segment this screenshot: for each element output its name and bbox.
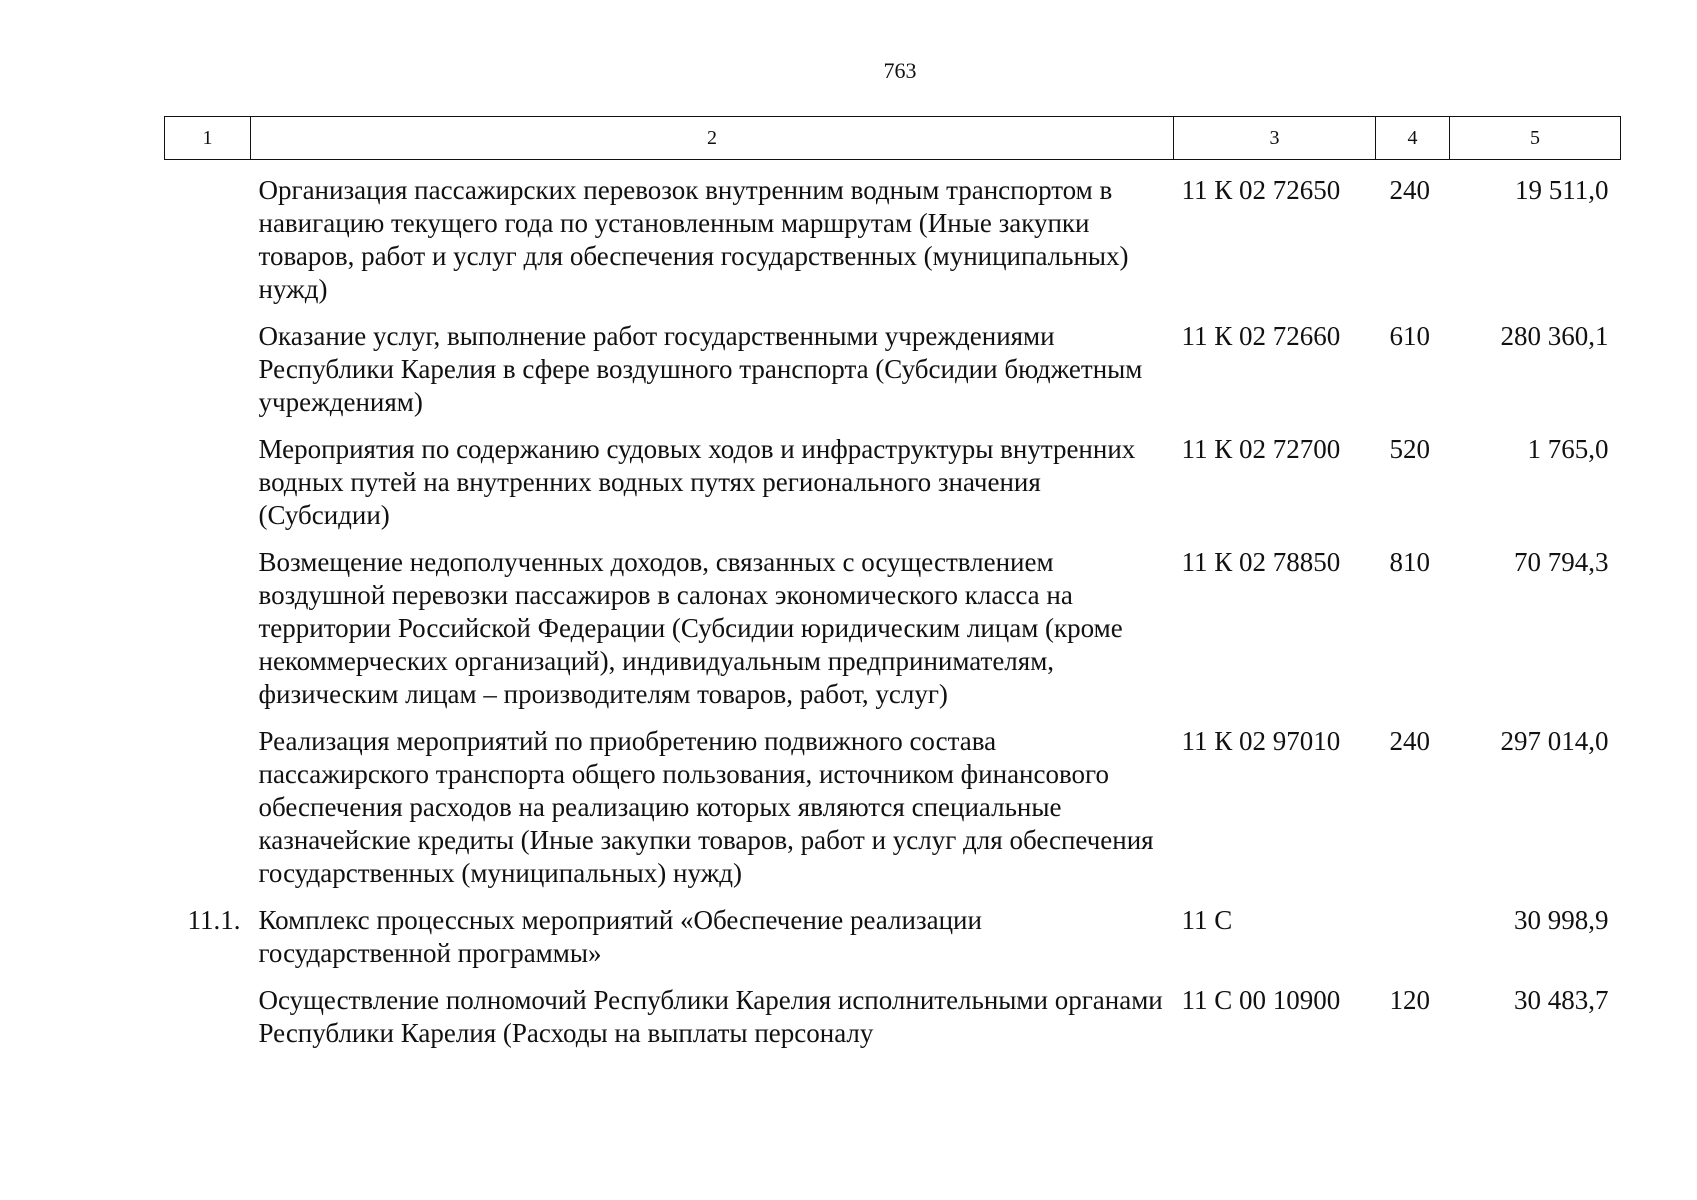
row-amount: 19 511,0 — [1515, 175, 1609, 205]
header-col-4: 4 — [1376, 117, 1450, 160]
row-index — [165, 306, 251, 419]
row-description: Организация пассажирских перевозок внутренним водным транспортом в навигацию текущего года по установленным маршрутам (Иные закупки товаров, работ и услуг для обеспечения государственных (муниципальных) нужд) — [258, 175, 1129, 304]
row-target-code: 11 К 02 78850 — [1181, 547, 1341, 577]
row-target-code: 11 К 02 72650 — [1181, 175, 1341, 205]
row-amount: 70 794,3 — [1514, 547, 1609, 577]
table-row — [165, 160, 1621, 307]
row-expense-type: 120 — [1389, 985, 1430, 1015]
row-amount: 30 483,7 — [1514, 985, 1609, 1015]
row-description: Возмещение недополученных доходов, связанных с осуществлением воздушной перевозки пассажиров в салонах экономического класса на территории Российской Федерации (Субсидии юридическим лицам (кроме некоммерческих организаций), индивидуальным предпринимателям, физическим лицам – производителям товаров, работ, услуг) — [258, 547, 1123, 709]
row-amount: 297 014,0 — [1500, 726, 1609, 756]
row-expense-type: 810 — [1389, 547, 1430, 577]
row-index: 11.1. — [187, 905, 241, 935]
header-col-3: 3 — [1174, 117, 1376, 160]
row-target-code: 11 К 02 72660 — [1181, 321, 1341, 351]
table-row — [165, 890, 1621, 970]
table-body — [165, 160, 1621, 1051]
header-col-1: 1 — [165, 117, 251, 160]
row-description: Реализация мероприятий по приобретению подвижного состава пассажирского транспорта общего пользования, источником финансового обеспечения расходов на реализацию которых являются специальные казначейские кредиты (Иные закупки товаров, работ и услуг для обеспечения государственных (муниципальных) нужд) — [258, 726, 1154, 888]
row-target-code: 11 С 00 10900 — [1181, 985, 1341, 1015]
row-target-code: 11 К 02 97010 — [1181, 726, 1341, 756]
row-index — [165, 160, 251, 307]
table-row — [165, 419, 1621, 532]
row-index — [165, 711, 251, 890]
row-amount: 280 360,1 — [1500, 321, 1609, 351]
page-number: 763 — [883, 58, 917, 83]
table-row — [165, 532, 1621, 711]
row-description: Мероприятия по содержанию судовых ходов и инфраструктуры внутренних водных путей на внутренних водных путях регионального значения (Субсидии) — [258, 434, 1136, 530]
table-header — [165, 117, 1621, 160]
row-expense-type: 240 — [1389, 726, 1430, 756]
row-target-code: 11 К 02 72700 — [1181, 434, 1341, 464]
row-expense-type — [1376, 890, 1450, 970]
row-description: Комплекс процессных мероприятий «Обеспечение реализации государственной программы» — [258, 905, 982, 968]
row-target-code: 11 С — [1181, 905, 1233, 935]
table-row — [165, 711, 1621, 890]
header-col-2: 2 — [251, 117, 1174, 160]
row-expense-type: 520 — [1389, 434, 1430, 464]
row-description: Осуществление полномочий Республики Карелия исполнительными органами Республики Карелия (Расходы на выплаты персоналу — [258, 985, 1163, 1048]
row-amount: 1 765,0 — [1527, 434, 1609, 464]
row-amount: 30 998,9 — [1514, 905, 1609, 935]
row-index — [165, 532, 251, 711]
header-row — [165, 117, 1621, 160]
header-col-5: 5 — [1450, 117, 1621, 160]
table-row — [165, 970, 1621, 1050]
row-expense-type: 240 — [1389, 175, 1430, 205]
row-index — [165, 419, 251, 532]
budget-table — [164, 116, 1621, 1050]
row-description: Оказание услуг, выполнение работ государственными учреждениями Республики Карелия в сфере воздушного транспорта (Субсидии бюджетным учреждениям) — [258, 321, 1143, 417]
table-row — [165, 306, 1621, 419]
row-expense-type: 610 — [1389, 321, 1430, 351]
row-index — [165, 970, 251, 1050]
